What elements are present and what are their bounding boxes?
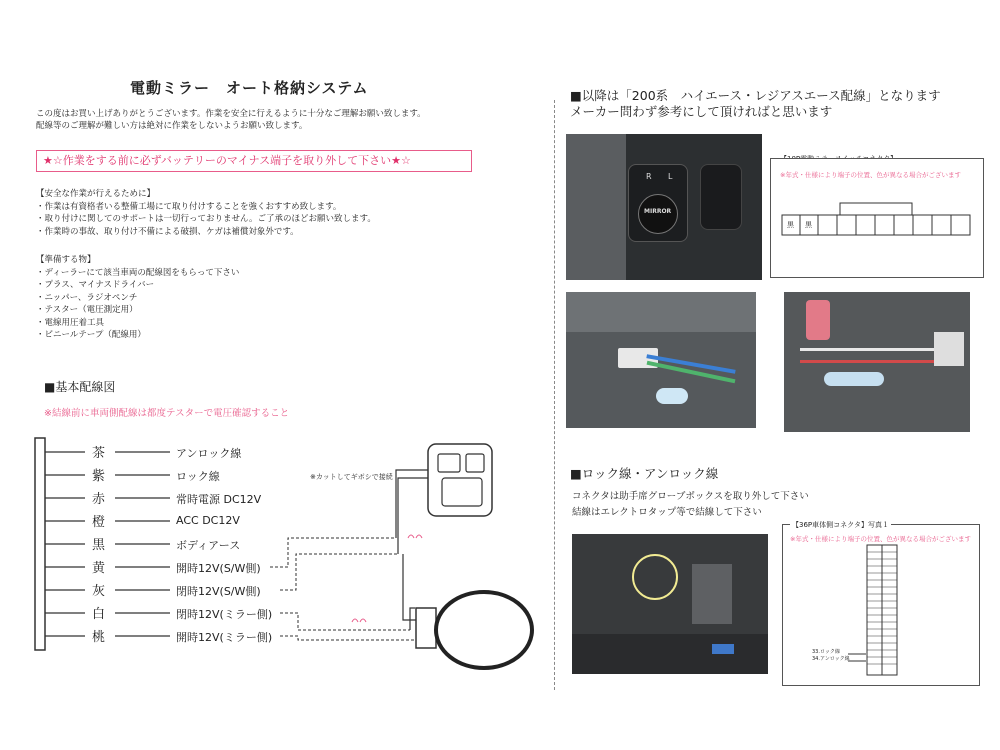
right-heading-line-1: ■以降は「200系 ハイエース・レジアスエース配線」となります [570, 88, 941, 103]
safety-item: ・作業は有資格者いる整備工場にて取り付けすることを強くおすすめ致します。 [36, 201, 342, 212]
wiring-note: ※結線前に車両側配線は都度テスターで電圧確認すること [44, 408, 290, 419]
wire-color-orange: 橙 [92, 515, 106, 530]
wiring-diagram [30, 430, 550, 670]
switch-l: L [668, 172, 673, 181]
safety-item: ・作業時の事故、取り付け不備による破損、ケガは補償対象外です。 [36, 226, 299, 237]
connector10-pin-black: 黒 [787, 221, 794, 229]
wire-color-pink: 桃 [92, 630, 106, 645]
connector36-title: 【36P車体側コネクタ】写真１ [792, 521, 889, 529]
lock-note-2: 結線はエレクトロタップ等で結線して下さい [572, 507, 762, 518]
prep-item: ・ビニールテープ（配線用） [36, 330, 146, 340]
wire-label-open-sw: 開時12V(S/W側) [176, 562, 261, 575]
connector36-unlock-label: 34.アンロック線 [812, 656, 850, 662]
connector10-pin-body: 黒 [805, 221, 812, 229]
right-heading-line-2: メーカー問わず参考にして頂ければと思います [570, 104, 833, 119]
connector36-arrows [848, 652, 868, 666]
wire-color-purple: 紫 [92, 469, 106, 484]
cut-note: ※カットしてギボシで接続 [310, 473, 393, 481]
prep-item: ・プラス、マイナスドライバー [36, 280, 155, 290]
connector10-diagram [780, 195, 975, 240]
intro-line-1: この度はお買い上げありがとうございます。作業を安全に行えるように十分なご理解お願い致します。 [36, 109, 426, 119]
lock-note-1: コネクタは助手席グローブボックスを取り外して下さい [572, 491, 809, 502]
safety-heading: 【安全な作業が行えるために】 [36, 189, 156, 199]
prep-item: ・電線用圧着工具 [36, 317, 105, 328]
switch-mirror: MIRROR [644, 208, 672, 215]
prep-item: ・テスター（電圧測定用） [36, 305, 138, 315]
wire-label-lock: ロック線 [176, 470, 220, 483]
wire-label-constant: 常時電源 DC12V [176, 493, 262, 506]
photo-connector-2 [784, 292, 970, 432]
prep-section [36, 254, 336, 342]
prep-heading: 【準備する物】 [36, 255, 96, 265]
photo-connector-1 [566, 292, 756, 428]
wire-label-open-mirror: 開時12V(ミラー側) [176, 631, 273, 644]
connector36-lock-label: 33.ロック線 [812, 649, 840, 655]
page-divider [554, 100, 555, 690]
battery-warning: ★☆作業をする前に必ずバッテリーのマイナス端子を取り外して下さい★☆ [36, 150, 472, 172]
wiring-heading: ■基本配線図 [44, 380, 116, 394]
wire-color-gray: 灰 [92, 584, 106, 599]
switch-r: R [646, 172, 652, 181]
connector10-note: ※年式・仕様により端子の位置、色が異なる場合がございます [780, 171, 961, 179]
page-title: 電動ミラー オート格納システム [130, 79, 369, 97]
wire-label-unlock: アンロック線 [176, 447, 242, 460]
prep-item: ・ディーラーにて該当車両の配線図をもらって下さい [36, 267, 240, 278]
lock-heading: ■ロック線・アンロック線 [570, 466, 719, 481]
safety-section [36, 188, 476, 238]
wire-color-yellow: 黄 [92, 561, 106, 576]
connector36-note: ※年式・仕様により端子の位置、色が異なる場合がございます [790, 535, 971, 543]
wire-label-close-sw: 閉時12V(S/W側) [176, 585, 261, 598]
wire-color-black: 黒 [92, 538, 106, 553]
wire-color-white: 白 [92, 607, 106, 622]
wire-color-red: 赤 [92, 492, 106, 507]
wire-label-close-mirror: 閉時12V(ミラー側) [176, 608, 273, 621]
safety-item: ・取り付けに関してのサポートは一切行っておりません。ご了承のほどお願い致します。 [36, 214, 376, 224]
prep-item: ・ニッパー、ラジオペンチ [36, 292, 138, 303]
intro-text [36, 108, 466, 132]
wire-label-acc: ACC DC12V [176, 514, 240, 527]
connector36-pin-grid [866, 544, 898, 676]
right-heading [570, 88, 990, 120]
wire-label-ground: ボディアース [176, 539, 241, 552]
intro-line-2: 配線等のご理解が難しい方は絶対に作業をしないようお願い致します。 [36, 121, 308, 131]
photo-mirror-switch [566, 134, 762, 280]
wire-color-brown: 茶 [92, 446, 106, 461]
photo-glovebox [572, 534, 768, 674]
